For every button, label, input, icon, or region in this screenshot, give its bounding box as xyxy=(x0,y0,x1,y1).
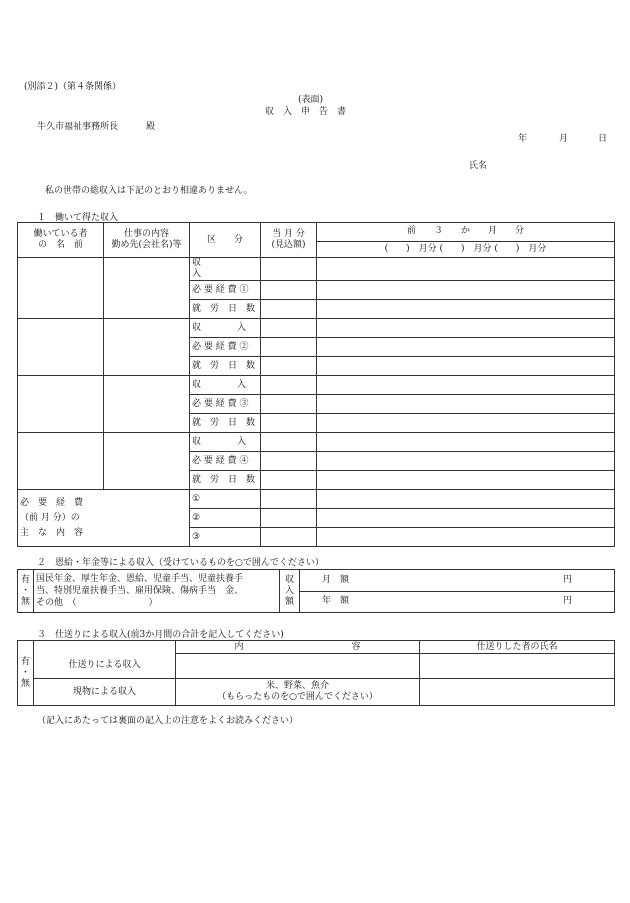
pension-type-list[interactable]: 国民年金、厚生年金、恩給、児童手当、児童扶養手 当、特別児童扶養手当、雇用保険、傷病手当 金、 その他 （ ） xyxy=(34,570,280,613)
current-expense-cell[interactable] xyxy=(261,338,317,357)
earned-income-table xyxy=(17,222,615,547)
expense-detail-prev[interactable] xyxy=(317,509,615,528)
prev-income-cell[interactable] xyxy=(317,258,615,281)
yen-unit: 円 xyxy=(562,596,572,607)
remittance-content-cell[interactable] xyxy=(176,654,420,679)
expense-detail-prev[interactable] xyxy=(317,490,615,509)
prev-expense-cell[interactable] xyxy=(317,452,615,471)
expense-detail-current[interactable] xyxy=(261,528,317,547)
worker-name-cell-1[interactable] xyxy=(18,258,104,319)
category-header: 区 分 xyxy=(190,223,261,258)
monthly-amount-field[interactable] xyxy=(300,570,615,592)
remittance-sender-cell[interactable] xyxy=(420,654,615,679)
section3-heading: ３ 仕送りによる収入(前3か月間の合計を記入してください) xyxy=(37,630,284,640)
income-amount-label: 収 入 額 xyxy=(280,570,300,613)
current-income-cell[interactable] xyxy=(261,433,317,452)
income-label: 収 入 xyxy=(190,258,261,281)
expense-item-3: ③ xyxy=(190,528,261,547)
worker-name-cell-2[interactable] xyxy=(18,319,104,376)
in-kind-row-label: 現物による収入 xyxy=(34,679,176,706)
expense-label: 必 要 経 費 ③ xyxy=(190,395,261,414)
prev-expense-cell[interactable] xyxy=(317,338,615,357)
current-days-cell[interactable] xyxy=(261,300,317,319)
pension-yesno[interactable]: 有 ・ 無 xyxy=(18,570,34,613)
expense-detail-current[interactable] xyxy=(261,490,317,509)
blank-header-cell xyxy=(34,641,176,654)
prev-days-cell[interactable] xyxy=(317,300,615,319)
monthly-label: 月 額 xyxy=(322,574,350,585)
current-income-cell[interactable] xyxy=(261,376,317,395)
workdays-label: 就 労 日 数 xyxy=(190,357,261,376)
current-days-cell[interactable] xyxy=(261,471,317,490)
current-expense-cell[interactable] xyxy=(261,395,317,414)
prev-income-cell[interactable] xyxy=(317,319,615,338)
pension-income-table xyxy=(17,569,615,613)
form-reference: (別添２)（第４条関係） xyxy=(24,82,122,92)
date-year: 年 xyxy=(518,134,528,144)
prev-months-subheader: ( ) 月分 ( ) 月分 ( ) 月分 xyxy=(317,241,615,257)
in-kind-sender-cell[interactable] xyxy=(420,679,615,706)
declaration: 私の世帯の総収入は下記のとおり相違ありません。 xyxy=(45,186,253,196)
section1-heading: １ 働いて得た収入 xyxy=(37,213,119,223)
prev-days-cell[interactable] xyxy=(317,357,615,376)
worker-name-header: 働いている者 の 名 前 xyxy=(18,223,104,258)
expense-detail-current[interactable] xyxy=(261,509,317,528)
current-income-cell[interactable] xyxy=(261,319,317,338)
in-kind-content-cell[interactable]: 米、野菜、魚介 （もらったものを○で囲んでください） xyxy=(176,679,420,706)
remittance-income-table xyxy=(17,640,615,706)
workdays-label: 就 労 日 数 xyxy=(190,300,261,319)
yen-unit: 円 xyxy=(562,574,572,585)
name-label: 氏名 xyxy=(469,161,488,171)
job-cell-1[interactable] xyxy=(104,258,190,319)
prev-income-cell[interactable] xyxy=(317,433,615,452)
worker-name-cell-3[interactable] xyxy=(18,376,104,433)
current-income-cell[interactable] xyxy=(261,258,317,281)
prev-days-cell[interactable] xyxy=(317,471,615,490)
prev-income-cell[interactable] xyxy=(317,376,615,395)
expense-label: 必 要 経 費 ④ xyxy=(190,452,261,471)
current-expense-cell[interactable] xyxy=(261,281,317,300)
current-expense-cell[interactable] xyxy=(261,452,317,471)
income-label: 収 入 xyxy=(190,376,261,395)
sender-name-header: 仕送りした者の氏名 xyxy=(420,641,615,654)
expense-detail-label: 必 要 経 費 （前 月 分）の 主 な 内 容 xyxy=(18,490,190,547)
expense-item-2: ② xyxy=(190,509,261,528)
job-cell-3[interactable] xyxy=(104,376,190,433)
addressee: 牛久市福祉事務所長 xyxy=(37,122,119,132)
expense-label: 必 要 経 費 ② xyxy=(190,338,261,357)
date-month: 月 xyxy=(559,134,569,144)
page-title: 収 入 申 告 書 xyxy=(265,107,347,117)
prev-expense-cell[interactable] xyxy=(317,281,615,300)
section2-heading: ２ 恩給・年金等による収入（受けているものを○で囲んでください） xyxy=(37,558,324,568)
expense-item-1: ① xyxy=(190,490,261,509)
current-month-header: 当 月 分 (見込額) xyxy=(261,223,317,258)
job-header: 仕事の内容 勤め先(会社名)等 xyxy=(104,223,190,258)
expense-detail-prev[interactable] xyxy=(317,528,615,547)
workdays-label: 就 労 日 数 xyxy=(190,471,261,490)
income-label: 収 入 xyxy=(190,319,261,338)
income-label: 収 入 xyxy=(190,433,261,452)
prev-days-cell[interactable] xyxy=(317,414,615,433)
form-side: (表面) xyxy=(298,95,324,105)
job-cell-4[interactable] xyxy=(104,433,190,490)
prev-3-months-header: 前 ３ か 月 分 xyxy=(317,223,615,242)
yearly-label: 年 額 xyxy=(322,596,350,607)
date-day: 日 xyxy=(598,134,608,144)
content-header: 内 容 xyxy=(176,641,420,654)
current-days-cell[interactable] xyxy=(261,414,317,433)
job-cell-2[interactable] xyxy=(104,319,190,376)
footer-note: （記入にあたっては裏面の記入上の注意をよくお読みください） xyxy=(37,716,299,726)
worker-name-cell-4[interactable] xyxy=(18,433,104,490)
current-days-cell[interactable] xyxy=(261,357,317,376)
yearly-amount-field[interactable] xyxy=(300,591,615,613)
honorific: 殿 xyxy=(146,122,156,132)
expense-label: 必 要 経 費 ① xyxy=(190,281,261,300)
remittance-yesno[interactable]: 有 ・ 無 xyxy=(18,641,34,706)
prev-expense-cell[interactable] xyxy=(317,395,615,414)
workdays-label: 就 労 日 数 xyxy=(190,414,261,433)
remittance-row-label: 仕送りによる収入 xyxy=(34,654,176,679)
